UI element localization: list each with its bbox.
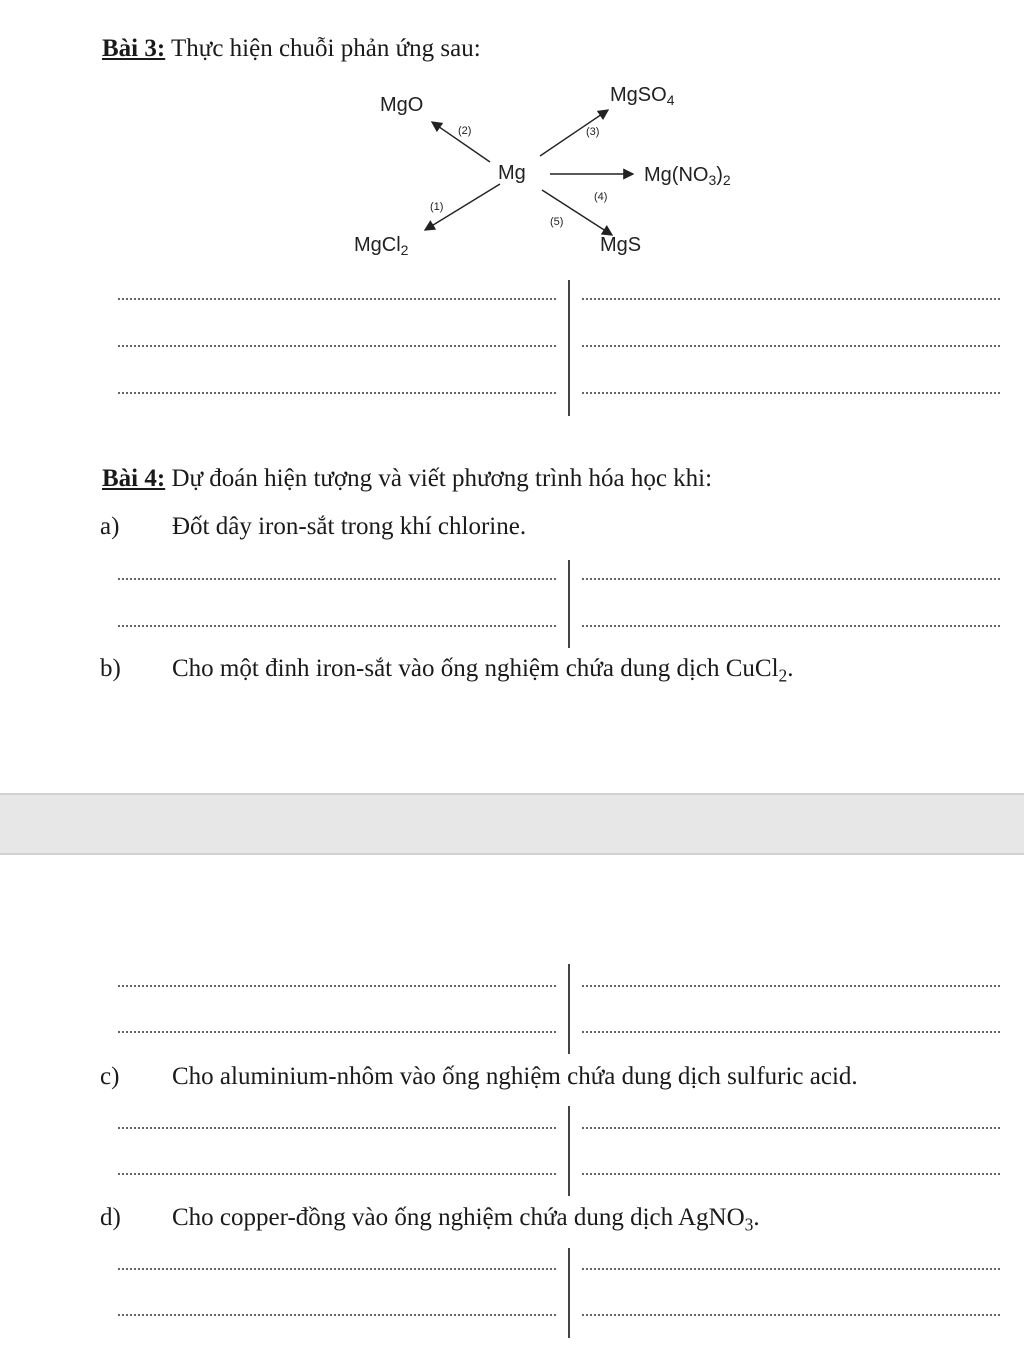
question-d: d) Cho copper-đồng vào ống nghiệm chứa dung dịch AgNO$_3$. bbox=[100, 1204, 760, 1235]
bai4-title: Dự đoán hiện tượng và viết phương trình hóa học khi: bbox=[165, 465, 713, 492]
mgs-label: MgS bbox=[600, 234, 642, 256]
bai4-number: Bài 4: bbox=[102, 465, 166, 492]
step-4: (4) bbox=[594, 191, 608, 203]
bai3-number: Bài 3: bbox=[102, 35, 166, 62]
question-c: c) Cho aluminium-nhôm vào ống nghiệm chứa dung dịch sulfuric acid. bbox=[100, 1063, 858, 1090]
step-2: (2) bbox=[458, 125, 472, 137]
mgo-label: MgO bbox=[380, 94, 424, 116]
mgcl2-label: MgCl$_2$ bbox=[354, 234, 409, 259]
reaction-diagram bbox=[330, 70, 790, 270]
bai4-heading bbox=[102, 464, 712, 494]
step-3: (3) bbox=[586, 126, 600, 138]
bai3-heading bbox=[102, 34, 481, 64]
question-a: a) Đốt dây iron-sắt trong khí chlorine. bbox=[100, 513, 527, 540]
mgso4-label: MgSO$_4$ bbox=[610, 84, 675, 109]
step-5: (5) bbox=[550, 216, 564, 228]
bai3-title: Thực hiện chuỗi phản ứng sau: bbox=[165, 35, 481, 62]
step-1: (1) bbox=[430, 201, 444, 213]
mgno32-label: $Mg(NO_3)_2$ bbox=[644, 164, 731, 189]
question-b: b) Cho một đinh iron-sắt vào ống nghiệm chứa dung dịch CuCl$_2$. bbox=[100, 655, 794, 686]
page-break-gap bbox=[0, 793, 1024, 855]
mg-center: Mg bbox=[498, 162, 526, 184]
